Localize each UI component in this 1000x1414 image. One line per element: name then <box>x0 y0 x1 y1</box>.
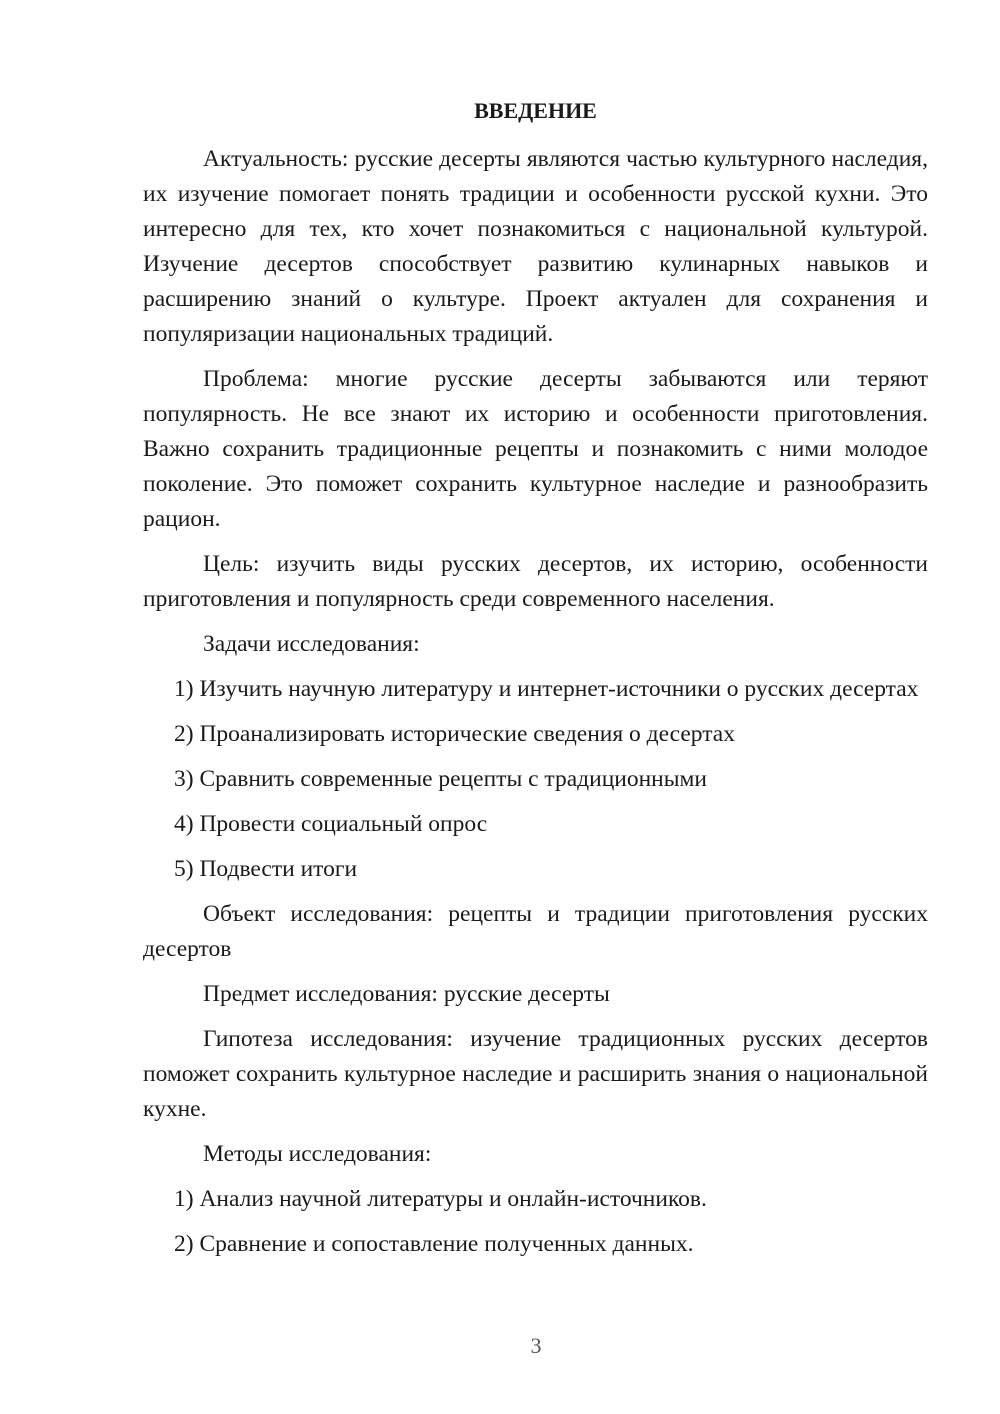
method-item-2: 2) Сравнение и сопоставление полученных данных. <box>174 1231 694 1257</box>
page-content <box>143 93 928 1272</box>
task-item-3: 3) Сравнить современные рецепты с традиционными <box>174 766 707 792</box>
problem-paragraph: Проблема: многие русские десерты забываются или теряют популярность. Не все знают их историю и особенности приготовления. Важно сохранить традиционные рецепты и познакомить с ними молодое поколение. Это поможет сохранить культурное наследие и разнообразить рацион. <box>143 366 928 532</box>
relevance-paragraph: Актуальность: русские десерты являются частью культурного наследия, их изучение помогает понять традиции и особенности русской кухни. Это интересно для тех, кто хочет познакомиться с национальной культурой. Изучение десертов способствует развитию кулинарных навыков и расширению знаний о культуре. Проект актуален для сохранения и популяризации национальных традиций. <box>143 146 928 347</box>
subject-paragraph: Предмет исследования: русские десерты <box>203 981 610 1007</box>
object-paragraph: Объект исследования: рецепты и традиции приготовления русских десертов <box>143 901 928 962</box>
hypothesis-paragraph: Гипотеза исследования: изучение традиционных русских десертов поможет сохранить культурное наследие и расширить знания о национальной кухне. <box>143 1026 928 1122</box>
page-number: 3 <box>530 1333 542 1358</box>
method-item-1: 1) Анализ научной литературы и онлайн-источников. <box>174 1186 707 1212</box>
task-item-2: 2) Проанализировать исторические сведения о десертах <box>174 721 735 747</box>
task-item-4: 4) Провести социальный опрос <box>174 811 488 837</box>
methods-title: Методы исследования: <box>203 1141 432 1167</box>
tasks-title: Задачи исследования: <box>203 631 420 657</box>
task-item-1: 1) Изучить научную литературу и интернет-источники о русских десертах <box>174 676 919 702</box>
goal-paragraph: Цель: изучить виды русских десертов, их историю, особенности приготовления и популярность среди современного населения. <box>143 551 928 612</box>
task-item-5: 5) Подвести итоги <box>174 856 358 882</box>
page-heading: ВВЕДЕНИЕ <box>474 98 597 123</box>
